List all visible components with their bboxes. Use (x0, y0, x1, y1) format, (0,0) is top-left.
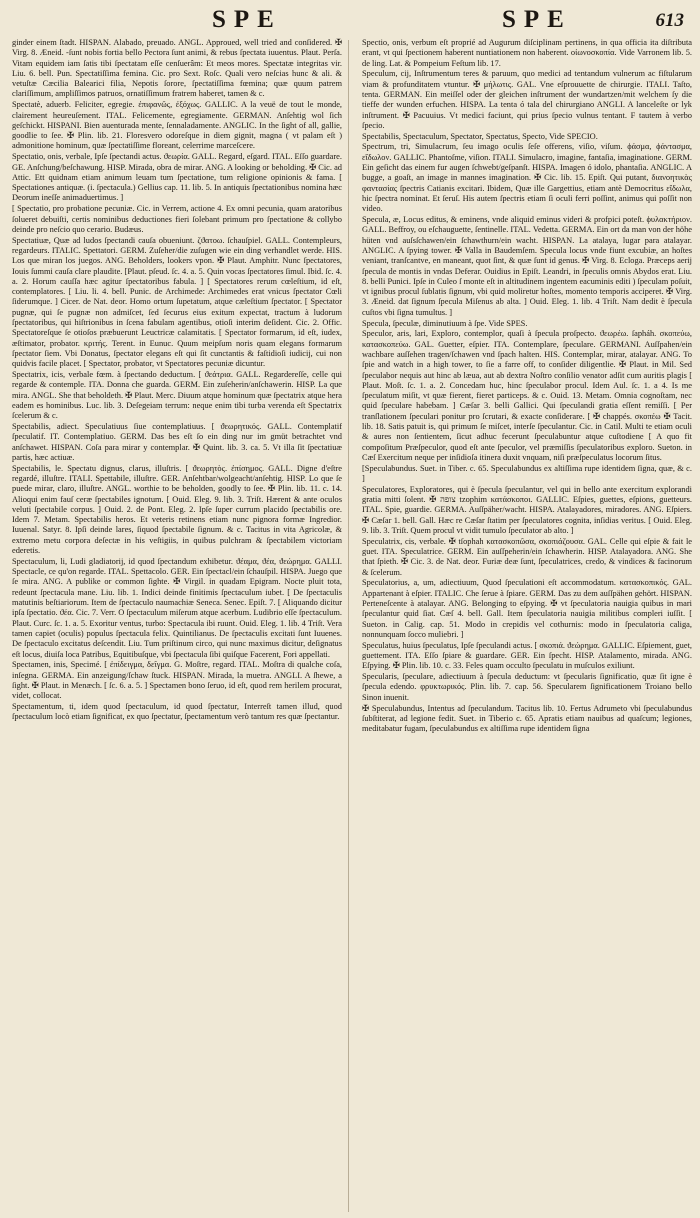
entry-paragraph: Speculatorius, a, um, adiectiuum, Quod ſpeculationi eſt accommodatum. κατασκοπικός. GAL. Appartenant à eſpier. ITALIC. Che ſerue à ſpiare. GERM. Das zu dem auſſpähen gehört. HISPAN. Perteneſcente à atalayar. ANG. Belonging to eſpying. ✠ vt ſpeculatoria nauigia quibus in mari ſpeculantur quid ſiat. Cæſ 4. bell. Gall. Item ſpeculatoria nauigia militibus compleri iuſſit. [ Sueton. in Calig. cap. 51. Modo in crepidis vel cothurnis: modo in ſpeculatoria caliga, nonnunquam ſocco muliebri. ] (362, 578, 692, 639)
right-column (362, 38, 692, 1214)
entry-paragraph: Spectabilis, le. Spectatu dignus, clarus, illuſtris. [ ϑεωρητὸς. ἐπίσημος. GALL. Digne d'eſtre regardé, illuſtre. ITALI. Spettabile, illuſtre. GER. Anſehtbar/wolgeacht/anſehtig. HISP. Lo que ſe puede mirar, claro, illuſtre. ANGL. worthie to be beholden, goodly to ſee. ✠ Plin. lib. 11. c. 14. Alioqui enim fauſ ceræ ſpectabiles ignotum. [ Ouid. Eleg. 9. lib. 3. Triſt. Hærent & ante oculos veluti ſpectabile corpus. ] Ouid. 2. de Pont. Eleg. 2. Ipſe ſuper currum placido ſpectabilis ore. Idem 7. Metam. Spectabilis heros. Et veteris retinens etiam nunc pignora formæ Ingredior. Iuuenal. Satyr. 8. Ipſi deinde lares, ſiquod ſpectabile ſignum. & c. Tacitus in vita Agricolæ, & extremo metu corpora deſectæ in his veſtigiis, in quibus pulchram & ſpectabilem victoriam ederetis. (12, 463, 342, 556)
left-column (12, 38, 342, 1214)
entry-paragraph: Speculor, aris, lari, Exploro, contemplor, quaſi à ſpecula proſpecto. ϑεωρέω. ſapháh. σκοπεύω, κατασκοπεύω. GAL. Guetter, eſpier. ITA. Contemplare, ſpeculare. GERMANI. Auſſpahen/ein wachbare auſſehen tragen/ſchawen vnd ſpach halten. HIS. Contemplar, mirar, atalayar. ANG. To ſpie and watch in a high tower, to ſie a farre off, to conſider diligentlie. ✠ Plaut. in Mil. Sed ſpeculabor nequis aut hinc ab læua, aut ab dextra Noſtro conſilio venator adſit cum auritis plagis [ Plaut. Moſt. ſc. 1. a. 2. Concedam huc, hinc ſpeculabor procul. Idem Aul. ſc. 1. a 4. Is me ſpeculatum miſit, vt quæ fierent, fieret particeps. & c. Ouid. 13. Metam. Omnia cognoſtam, nec quid ſpeculare habebam. ] Cæſar 3. belli Gallici. Qui ſpeculandi gratia eſſent remiſſi. [ Per tranſlationem ſpeculari ponitur pro ſcrutari, & exacte conſiderare. [ ✠ chappés. σκοπέω ✠ Tacit. lib. 18. Satis patuit is, qui primum ſe miſcet, interſe ſpeculantur. Cic. in Catil. Multi te etiam oculi & aures non ſentientem, ſicut adhuc fecerunt ſpeculabuntur atque cuſtodiene [ A quo fit compoſitum Præſpeculor, quod eſt ante ſpeculor, vel præmiſſis ſpeculatoribus exploro. Sueton. in Cæſ Exercitum neque per inſidioſa itinera duxit vnquam, niſi præſpeculatus locorum ſitus. (362, 329, 692, 462)
running-header (12, 6, 690, 36)
entry-paragraph: [Speculabundus. Suet. in Tiber. c. 65. Speculabundus ex altiſſima rupe identidem ſigna, quæ, & c. ] (362, 463, 692, 483)
entry-paragraph: Spectatè, aduerb. Feliciter, egregie. ἐπιφανῶς, ἐξόχως. GALLIC. A la veuë de tout le monde, clairement heureuſement. ITAL. Felicemente, egregiamente. GERMAN. Anſehtig wol ſich geſchickt. HISPANI. Bien auenturada mente, ſennaladamente. ANGLIC. In the ſight of all, gallie, goodlie to ſee. ✠ Plin. lib. 21. Floresvero odoreſque in diem gignit, magna ( vt palam eſt ) admonitione hominum, quæ ſpectatiſſime floreant, celerrime marceſcere. (12, 100, 342, 151)
entry-paragraph: Spectamentum, ti, idem quod ſpectaculum, id quod ſpectatur, Interreſt tamen illud, quod ſpectaculum locò etiam ſignificat, ex quo ſpectatur, ſpectamentum verò tantum res quæ ſpectantur. (12, 702, 342, 722)
entry-paragraph: Speculatrix, cis, verbale. ✠ tſophah κατασκοπῶσα, σκοπιάζουσα. GAL. Celle qui eſpie & fait le guet. ITA. Speculatrice. GERM. Ein auſſpeherin/ein ſchawherin. HISP. Atalayadora. ANG. She that ſpieth. ✠ Cic. 3. de Nat. deor. Furiæ deæ ſunt, ſpeculatrices, credo, & vindices & facinorum & ſcelerum. (362, 536, 692, 577)
entry-paragraph: Spectatio, onis, verbale, Ipſe ſpectandi actus. ϑεωρία. GALL. Regard, eſgard. ITAL. Eſſo guardare. GE. Anſchung/beſchawung. HISP. Mirada, obra de mirar. ANG. A looking or beholding. ✠ Cic. ad Attic. Ett quidnam etiam animum leuam tum ſpectatione, tum religione opinionis & fama. [ Spectationes antiquæ. (i. ſpectacula.) Gellius cap. 11. lib. 5. In antiquis ſpectationibus nomina hæc Deorum ineſſe animaduertimus. ] (12, 152, 342, 203)
entry-paragraph: Specularis, ſpeculare, adiectiuum à ſpecula deductum: vt ſpecularis ſignificatio, quæ ſit igne è ſpecula edendo. φρυκτωρικός. Plin. lib. 7. cap. 56. Specularem ſignificationem Troiano bello Sinon inuenit. (362, 672, 692, 702)
header-right-word: SPE (502, 6, 572, 33)
entry-paragraph: Speculatus, huius ſpeculatus, Ipſe ſpeculandi actus. [ σκοπιά. ϑεώρημα. GALLIC. Eſpiement, guet, guettement. ITA. Eſſo ſpiare & guardare. GER. Ein ſpecht. HISP. Atalamento, mirada. ANG. Eſpying. ✠ Plin. lib. 10. c. 33. Feles quam occulto ſpeculatu in muſculos exiliunt. (362, 640, 692, 671)
entry-paragraph: Specula, ſpeculæ, diminutiuum à ſpe. Vide SPES. (362, 318, 528, 328)
entry-paragraph: Spectaculum, li, Ludi gladiatorij, id quod ſpectandum exhibetur. ϑέαμα, ϑέα, ϑεώρημα. GALLI. Spectacle, ce qu'on regarde. ITAL. Spettacolo. GER. Ein ſpectacl/ein ſchauſpil. HISPA. Juego que ſe mira. ANG. A publike or common ſighte. ✠ Virgil. in quadam Epigram. Nocte pluit tota, redeunt ſpectacula mane. Liu. lib. 1. Indici deinde finitimis ſpectaculum iubet. [ De ſpectaculis matutinis beſtiariorum. Item de ſpectaculo naumachiæ Seneca. Senec. Epiſt. 7. [ Aliquando dicitur ipſa ſpectatio. ϑέα. Cic. 7. Verr. O ſpectaculum miſerum atque acerbum. Ludibrio eſſe ſpectaculum. Plaut. Curc. ſc. 1. a. 5. Exoritur ventus, turbo: Spectacula ibi ruunt. Ouid. Eleg. 1. lib. 4 Triſt. Vera tamen capiet (oculis) populus ſpectacula felix. Quintilianus. De ſpectaculis excitati ſunt Iuuenes. De ſpectaculo excitatus deſcendit. Liu. Tum priſtinum circo, qui nunc maximus dicitur, deſignatus eſt locus, diuiſa loca Patribus, Equitibuſque, vbi ſpectacula ſibi quiſque Facerent, Fori appellati. (12, 556, 342, 659)
header-left-word: SPE (212, 6, 282, 33)
entry-paragraph: Spectabilis, Spectaculum, Spectator, Spectatus, Specto, Vide SPECIO. (362, 131, 598, 141)
entry-paragraph: Speculum, cij, Inſtrumentum teres & paruum, quo medici ad tentandum vulnerum ac fiſtularum viam & profunditatem vtuntur. ✠ μήλωτις. GAL. Vne eſprouuette de chirurgie. ITALI. Taſto, tenta. GERMAN. Ein meiſſel oder der gleichen inſtrument der wundartzen/mit welchem ſy die tieffe der wunden erfuchen. HISPA. La tenta ó tala del chirurgiano ANGLI. A lanceleſte or lyk inſtrument. ✠ Pacuuius. Vt medici faciunt, qui prius ſpecio vulnus tentant. F tautem à verbo ſpecio. (362, 69, 692, 130)
entry-paragraph: Spectio, onis, verbum eſt proprié ad Augurum diſciplinam pertinens, in qua officia ita diſtributa erant, vt qui ſpectionem haberent nuntiationem non haberent. οἰωνοσκοπία. Vide Varronem lib. 5. de ling. Lat. & Pompeium Feſtum lib. 17. (362, 38, 692, 68)
entry-paragraph: Speculatores, Exploratores, qui è ſpecula ſpeculantur, vel qui in bello ante exercitum explorandi gratia mitti ſolent. ✠ צופה tzophim κατάσκοποι. GALLIC. Eſpies, guettes, eſpions, guetteurs. ITAL. Spie, guardie. GERMA. Auſſpäher/wacht. HISPA. Atalayadores, miradores. ANG. Eſpiers. ✠ Cæſar 1. bell. Gall. Hæc re Cæſar ſtatim per ſpeculatores cognita, inſidias veritus. [ Ouid. Eleg. 9. lib. 3. Triſt. Quem procul vt vidit tumulo ſpeculator ab alto. ] (362, 484, 692, 535)
page-number: 613 (655, 10, 684, 31)
entry-paragraph: ✠ Speculabundus, Intentus ad ſpeculandum. Tacitus lib. 10. Fertus Adrumeto vbi ſpeculabundus ſubſtiterat, ad legione fedit. Suet. in Tiberio c. 65. Apratis etiam nauibus ad quaſcum; legiones, meditabatur fugam, ſpeculabundus ex altiſſima rupe identidem ſigna (362, 703, 692, 734)
entry-paragraph: Spectrum, tri, Simulacrum, ſeu imago oculis ſeſe offerens, viſio, viſum. ϕάσμα, ϕάντασμα, εἴδωλον. GALLIC. Phantoſme, viſion. ITALI. Simulacro, imagine, fantaſia, imaginatione. GERM. Ein geſicht das einem fur augen ſchwebt/geſpanſt. HISPA. Imagen ó idolo, phantaſia. ANGLIC. A bugge, a goaſt, an image in mannes imagination. ✠ Cic. lib. 15. Epiſt. Qui putant, διανοητικὰς φαντασίας ſpectris Catianis excitari. Ibidem, Quæ ille Gargettius, etiam antè Democritus εἴδωλα, hic ſpectra nominat. Et ſeruſ. His autem ſpectris etiam ſi oculi ferri poſſint, animus qui poſſit non video. (362, 142, 692, 214)
entry-paragraph: Spectabilis, adiect. Speculatiuus ſiue contemplatiuus. [ ϑεωρητικός. GALL. Contemplatif ſpeculatif. IT. Contemplatiuo. GERM. Das bes eſt ſo ein ding nur im gmüt betrachtet vnd anſchawet. HISPAN. Coſa para mirar y contemplar. ✠ Quint. lib. 3. ca. 5. Vt illa ſit ſpectatiuæ partis, hæc actiuæ. (12, 421, 342, 462)
entry-paragraph: [ Spectatio, pro probatione pecuniæ. Cic. in Verrem, actione 4. Ex omni pecunia, quam aratoribus ſolueret debuiſti, certis nominibus deductiones fieri ſolebant primum pro ſpectatione & collybo deinde pro neſcio quo cerario. Budæus. (12, 204, 342, 234)
entry-paragraph: Spectatiuæ, Quæ ad ludos ſpectandi cauſa obueniunt. ζϑατοω. ſchauſpiel. GALL. Contempleurs, regardeurs. ITALIC. Spettatori. GERM. Zuſeher/die zuſugen wie ein ding verhandlet werde. HIS. Los que miran los juegos. ANG. Beholders, lookers vpon. ✠ Plaut. Amphitr. Nunc ſpectatores, Iouis ſummi cauſa clare plaudite. [Plaut. pſeud. ſc. 4. a. 5. Quin vocas ſpectatores ſimul. Ibid. ſc. 4. a. 2. Horum cauſſa hæc agitur ſpectatoribus fabula. ] [ Spectatores rerum cœleſtium, id eſt, contemplatores. [ Liu. li. 4. bell. Punic. de Archimede: Archimedes erat vnicus ſpectator Cœli ſiderumque. ] Cicer. de Nat. deor. Homo ortum ſupetatum, atque cæleſtium ſpectator. [ Spectator pugnæ, qui ſe pugnæ non admiſcet, ſed ſecurus eius exitum expectat, tractum à ludorum ſpectatoribus, qui hiſtrionibus in ſcena fabulam agentibus, otioſi interim deſident. Cic. 2. Offic. Spectatoreſque ſe otioſos præbuerunt Leuctricæ calamitatis. [ Spectator formarum, id eſt, iudex, æſtimator, probator. κριτής. Terent. in Eunuc. Quum meipſum noris quam elegans formarum ſpectator ſiem. Vbi Donatus, ſpectator elegans eſt qui ſit cunctantis & faſtidioſi iudicij, cui non quidvis facile placet. [ Spectator, probator, vt Spectatores pecuniæ dicuntur. (12, 235, 342, 369)
text-columns (12, 38, 692, 1214)
entry-paragraph: Specula, æ, Locus editus, & eminens, vnde aliquid eminus videri & profpici poteſt. ϕυλακτήριον. GALL. Beffroy, ou eſchauguette, ſentinelle. ITAL. Vedetta. GERMA. Ein ort da man von der höhe hüten vnd auſsſchawen/ein ſchawthurn/ein wacht. HISPAN. La atalaya, lugar para atalayar. ANGLIC. A ſpying tower. ✠ Valla in Baudemſem. Specula locus vnde fiunt excubiæ, an hoſtes veniant, tranſcantve, en maneant, quot ſint, & quæ ſunt id genus. ✠ Virg. 8. Ecloga. Præceps aerij ſpecula de montis in vndas Deferar. Ouidius in Epiſt. Leandri, in ſpeculis omnis Abydos erat. Liu. 8. belli Punici. Ipſe in Culeo ſ monte eſt in altitudinem ingentem eacuminis editi ) ſpeculam poſuit, vt ignibus procul ſublatis ſignum, vbi quid moliretur hoſtes, momento temporis acciperet. ✠ Virg. 3. Æneid. dat ſignum ſpecula Miſenus ab alta. ] Ouid. Eleg. 1. lib. 4 Triſt. Nam dedit è ſpecula cuſtos vbi ſigna tumultus. ] (362, 215, 692, 317)
entry-paragraph: Spectatrix, icis, verbale fœm. à ſpectando deductum. [ ϑεάτρια. GALL. Regardereſſe, celle qui regarde & contemple. ITA. Donna che guarda. GERM. Ein zuſeherin/anſchawerin. HISP. La que mira. ANGL. She that beholdeth. ✠ Plaut. Merc. Diuum atque hominum quæ ſpectatrix atque hera eadem es hominibus. Luc. lib. 3. Deſegeiam terrum: neque enim tibi turba verenda eſt Spectatrix ſcelerum & c. (12, 370, 342, 421)
entry-paragraph: Spectamen, inis, Specimé. [ ἐπίδειγμα, δεῖγμα. G. Moſtre, regard. ITAL. Moſtra di qualche coſa, inſegna. GERMA. Ein anzeigung/ſchaw ſtuck. HISPAN. Mirada, la muetra. ANGLI. A ſhewe, a ſight. ✠ Plaut. in Menæch. [ ſc. 6. a. 5. ] Spectamen bono ſeruo, id eſt, quod rem herilem procurat, videt, collocat. (12, 660, 342, 701)
entry-paragraph: ginder einem ſtadt. HISPAN. Alabado, preuado. ANGL. Approued, well tried and conſidered. ✠ Virg. 8. Æneid. ‑ſunt nobis fortia bello Pectora ſunt animi, & rebus ſpectata iuuentus. Plaut. Perſa. Vitam equidem iam ſatis tibi ſpectatam eſſe cenſuerâm: Et meos mores. Spectatæ integritas vir. Liu. 6. bell. Pun. Spectatiſſima femina. Cic. pro Sext. Roſc. Quali vero neſcias hunc & ali. & vetuſtæ Cæcilia Balearici filia, Nepotis ſorore, ſpectatiſſima fœmina; quæ quum patrem clariſſimum, ampliſſimos patruos, ornatiſſimum fratrem haberet, tamen & c. (12, 38, 342, 99)
